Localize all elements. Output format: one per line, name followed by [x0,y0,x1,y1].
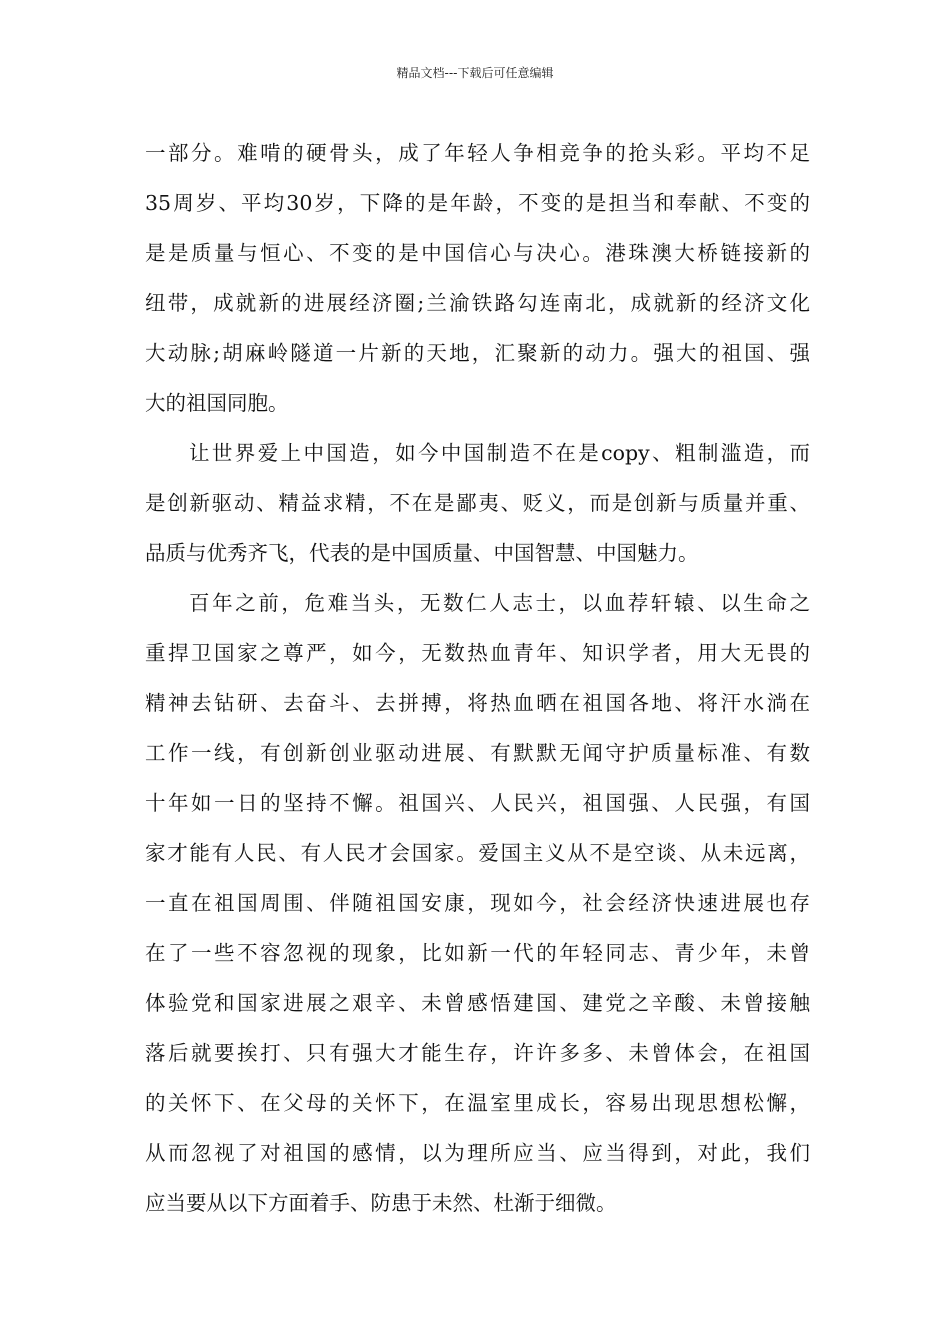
paragraph [145,578,810,1228]
text-line: 35周岁、平均30岁，下降的是年龄，不变的是担当和奉献、不变的 [145,191,810,215]
text-line: 落后就要挨打、只有强大才能生存，许许多多、未曾体会，在祖国 [145,1041,810,1065]
text-line: 家才能有人民、有人民才会国家。爱国主义从不是空谈、从未远离， [145,841,810,865]
text-line: 是创新驱动、精益求精，不在是鄙夷、贬义，而是创新与质量并重、 [145,491,810,515]
text-line: 让世界爱上中国造，如今中国制造不在是copy、粗制滥造，而 [189,441,810,465]
body-text [145,128,810,1228]
paragraph [145,128,810,428]
text-line: 一部分。难啃的硬骨头，成了年轻人争相竞争的抢头彩。平均不足 [145,141,810,165]
text-line: 品质与优秀齐飞，代表的是中国质量、中国智慧、中国魅力。 [145,541,699,565]
page-header: 精品文档---下载后可任意编辑 [396,66,554,80]
text-line: 纽带，成就新的进展经济圈;兰渝铁路勾连南北，成就新的经济文化 [145,291,810,315]
text-line: 从而忽视了对祖国的感情，以为理所应当、应当得到，对此，我们 [145,1141,810,1165]
text-line: 在了一些不容忽视的现象，比如新一代的年轻同志、青少年，未曾 [145,941,810,965]
text-line: 体验党和国家进展之艰辛、未曾感悟建国、建党之辛酸、未曾接触 [145,991,810,1015]
text-line: 大动脉;胡麻岭隧道一片新的天地，汇聚新的动力。强大的祖国、强 [145,341,810,365]
text-line: 精神去钻研、去奋斗、去拼搏，将热血晒在祖国各地、将汗水淌在 [145,691,810,715]
paragraph [145,428,810,578]
text-line: 大的祖国同胞。 [145,391,289,415]
text-line: 应当要从以下方面着手、防患于未然、杜渐于细微。 [145,1191,617,1215]
text-line: 十年如一日的坚持不懈。祖国兴、人民兴，祖国强、人民强，有国 [145,791,810,815]
text-line: 工作一线，有创新创业驱动进展、有默默无闻守护质量标准、有数 [145,741,810,765]
text-line: 是是质量与恒心、不变的是中国信心与决心。港珠澳大桥链接新的 [145,241,810,265]
text-line: 百年之前，危难当头，无数仁人志士，以血荐轩辕、以生命之 [189,591,810,615]
text-line: 一直在祖国周围、伴随祖国安康，现如今，社会经济快速进展也存 [145,891,810,915]
text-line: 重捍卫国家之尊严，如今，无数热血青年、知识学者，用大无畏的 [145,641,810,665]
text-line: 的关怀下、在父母的关怀下，在温室里成长，容易出现思想松懈， [145,1091,810,1115]
